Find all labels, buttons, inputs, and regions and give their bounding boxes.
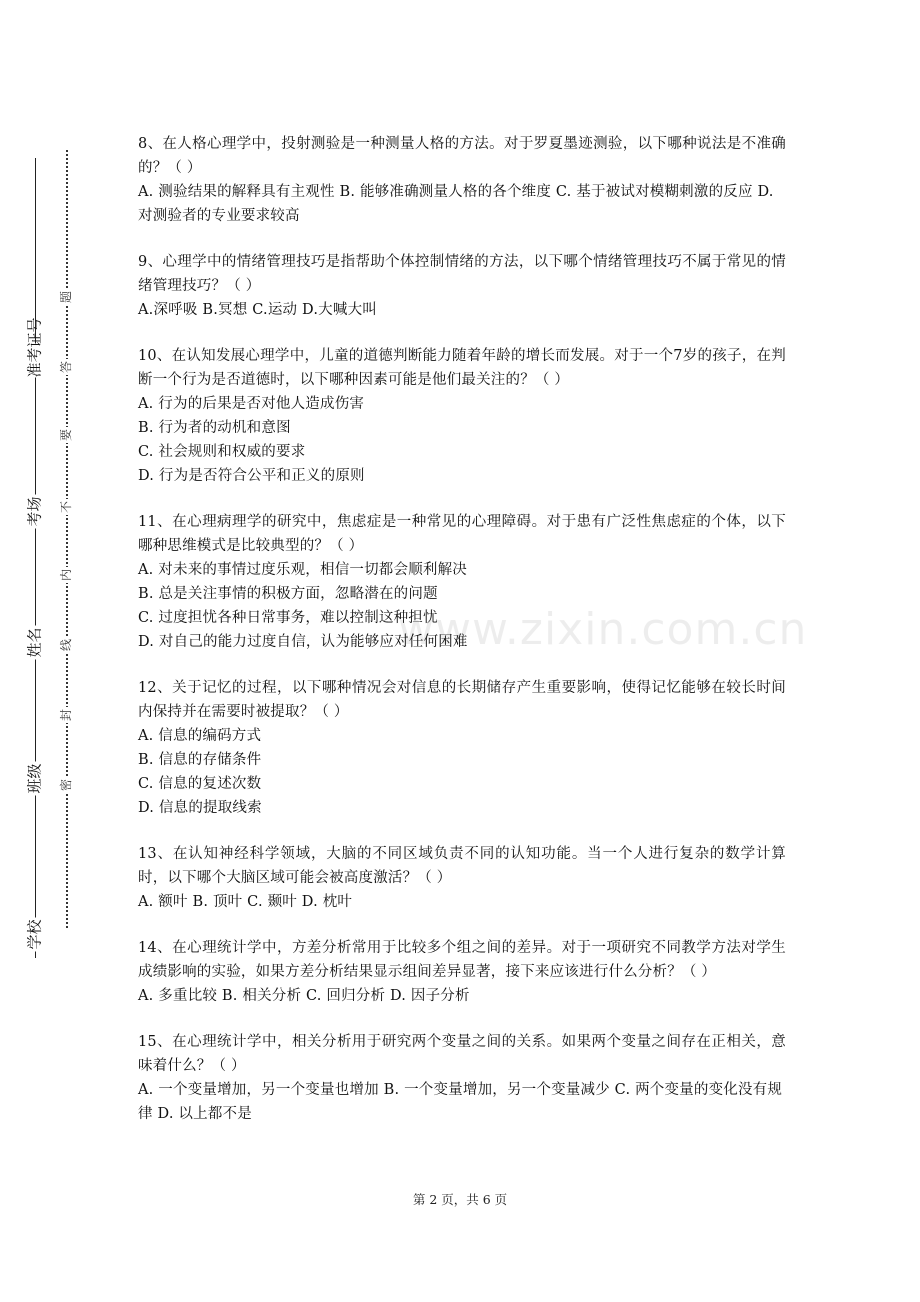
seal-char: 要 <box>59 429 73 442</box>
field-name-label: 姓名 <box>25 627 44 658</box>
option-a: A. 信息的编码方式 <box>138 728 262 744</box>
option-d: D. 对自己的能力过度自信，认为能够应对任何困难 <box>138 634 468 650</box>
question-13 <box>138 842 786 914</box>
field-class-label: 班级 <box>25 763 44 794</box>
seal-char: 线 <box>59 639 73 652</box>
option-a: A. 行为的后果是否对他人造成伤害 <box>138 396 365 412</box>
question-options: A.深呼吸 B.冥想 C.运动 D.大喊大叫 <box>138 302 377 318</box>
seal-char: 密 <box>59 779 73 792</box>
seal-char: 题 <box>59 291 73 304</box>
question-14 <box>138 936 786 1008</box>
question-text: 14、在心理统计学中，方差分析常用于比较多个组之间的差异。对于一项研究不同教学方法对学生成绩影响的实验，如果方差分析结果显示组间差异显著，接下来应该进行什么分析？（ ） <box>138 940 786 980</box>
question-list <box>138 132 786 1148</box>
field-school-label: 学校 <box>25 919 44 950</box>
question-options: A. 测验结果的解释具有主观性 B. 能够准确测量人格的各个维度 C. 基于被试对模糊刺激的反应 D. 对测验者的专业要求较高 <box>138 184 774 224</box>
binding-margin <box>0 0 110 1302</box>
page-footer: 第 2 页，共 6 页 <box>412 1192 508 1207</box>
question-text: 12、关于记忆的过程，以下哪种情况会对信息的长期储存产生重要影响，使得记忆能够在较长时间内保持并在需要时被提取？（ ） <box>138 680 786 720</box>
seal-char: 内 <box>59 569 73 582</box>
option-b: B. 行为者的动机和意图 <box>138 420 291 436</box>
seal-char: 答 <box>59 361 73 374</box>
field-exam-number-label: 准考证号 <box>25 317 44 378</box>
option-c: C. 信息的复述次数 <box>138 776 262 792</box>
option-a: A. 对未来的事情过度乐观，相信一切都会顺利解决 <box>138 562 467 578</box>
seal-char: 不 <box>59 501 73 514</box>
option-d: D. 行为是否符合公平和正义的原则 <box>138 468 365 484</box>
question-options: A. 额叶 B. 顶叶 C. 颞叶 D. 枕叶 <box>138 894 353 910</box>
question-options: A. 一个变量增加，另一个变量也增加 B. 一个变量增加，另一个变量减少 C. 两个变量的变化没有规律 D. 以上都不是 <box>138 1082 783 1122</box>
option-d: D. 信息的提取线索 <box>138 800 262 816</box>
option-b: B. 信息的存储条件 <box>138 752 262 768</box>
question-15 <box>138 1030 786 1126</box>
option-c: C. 社会规则和权威的要求 <box>138 444 306 460</box>
question-text: 15、在心理统计学中，相关分析用于研究两个变量之间的关系。如果两个变量之间存在正相关，意味着什么？（ ） <box>138 1034 786 1074</box>
question-11 <box>138 510 786 654</box>
question-text: 11、在心理病理学的研究中，焦虑症是一种常见的心理障碍。对于患有广泛性焦虑症的个体，以下哪种思维模式是比较典型的？（ ） <box>138 514 786 554</box>
question-text: 13、在认知神经科学领域，大脑的不同区域负责不同的认知功能。当一个人进行复杂的数学计算时，以下哪个大脑区域可能会被高度激活？（ ） <box>138 846 786 886</box>
watermark: www.zixin.com.cn <box>398 604 808 655</box>
question-text: 9、心理学中的情绪管理技巧是指帮助个体控制情绪的方法，以下哪个情绪管理技巧不属于常见的情绪管理技巧？（ ） <box>138 254 786 294</box>
seal-char: 封 <box>59 709 73 722</box>
question-10 <box>138 344 786 488</box>
field-exam-room-label: 考场 <box>25 496 44 527</box>
question-text: 8、在人格心理学中，投射测验是一种测量人格的方法。对于罗夏墨迹测验，以下哪种说法是不准确的？（ ） <box>138 136 786 176</box>
question-12 <box>138 676 786 820</box>
binding-solid-line <box>35 158 36 958</box>
question-options: A. 多重比较 B. 相关分析 C. 回归分析 D. 因子分析 <box>138 988 470 1004</box>
option-c: C. 过度担忧各种日常事务，难以控制这种担忧 <box>138 610 438 626</box>
option-b: B. 总是关注事情的积极方面，忽略潜在的问题 <box>138 586 438 602</box>
question-text: 10、在认知发展心理学中，儿童的道德判断能力随着年龄的增长而发展。对于一个7岁的孩子，在判断一个行为是否道德时，以下哪种因素可能是他们最关注的？（ ） <box>138 348 786 388</box>
question-8 <box>138 132 786 228</box>
question-9 <box>138 250 786 322</box>
seal-dotted-line <box>66 150 68 928</box>
